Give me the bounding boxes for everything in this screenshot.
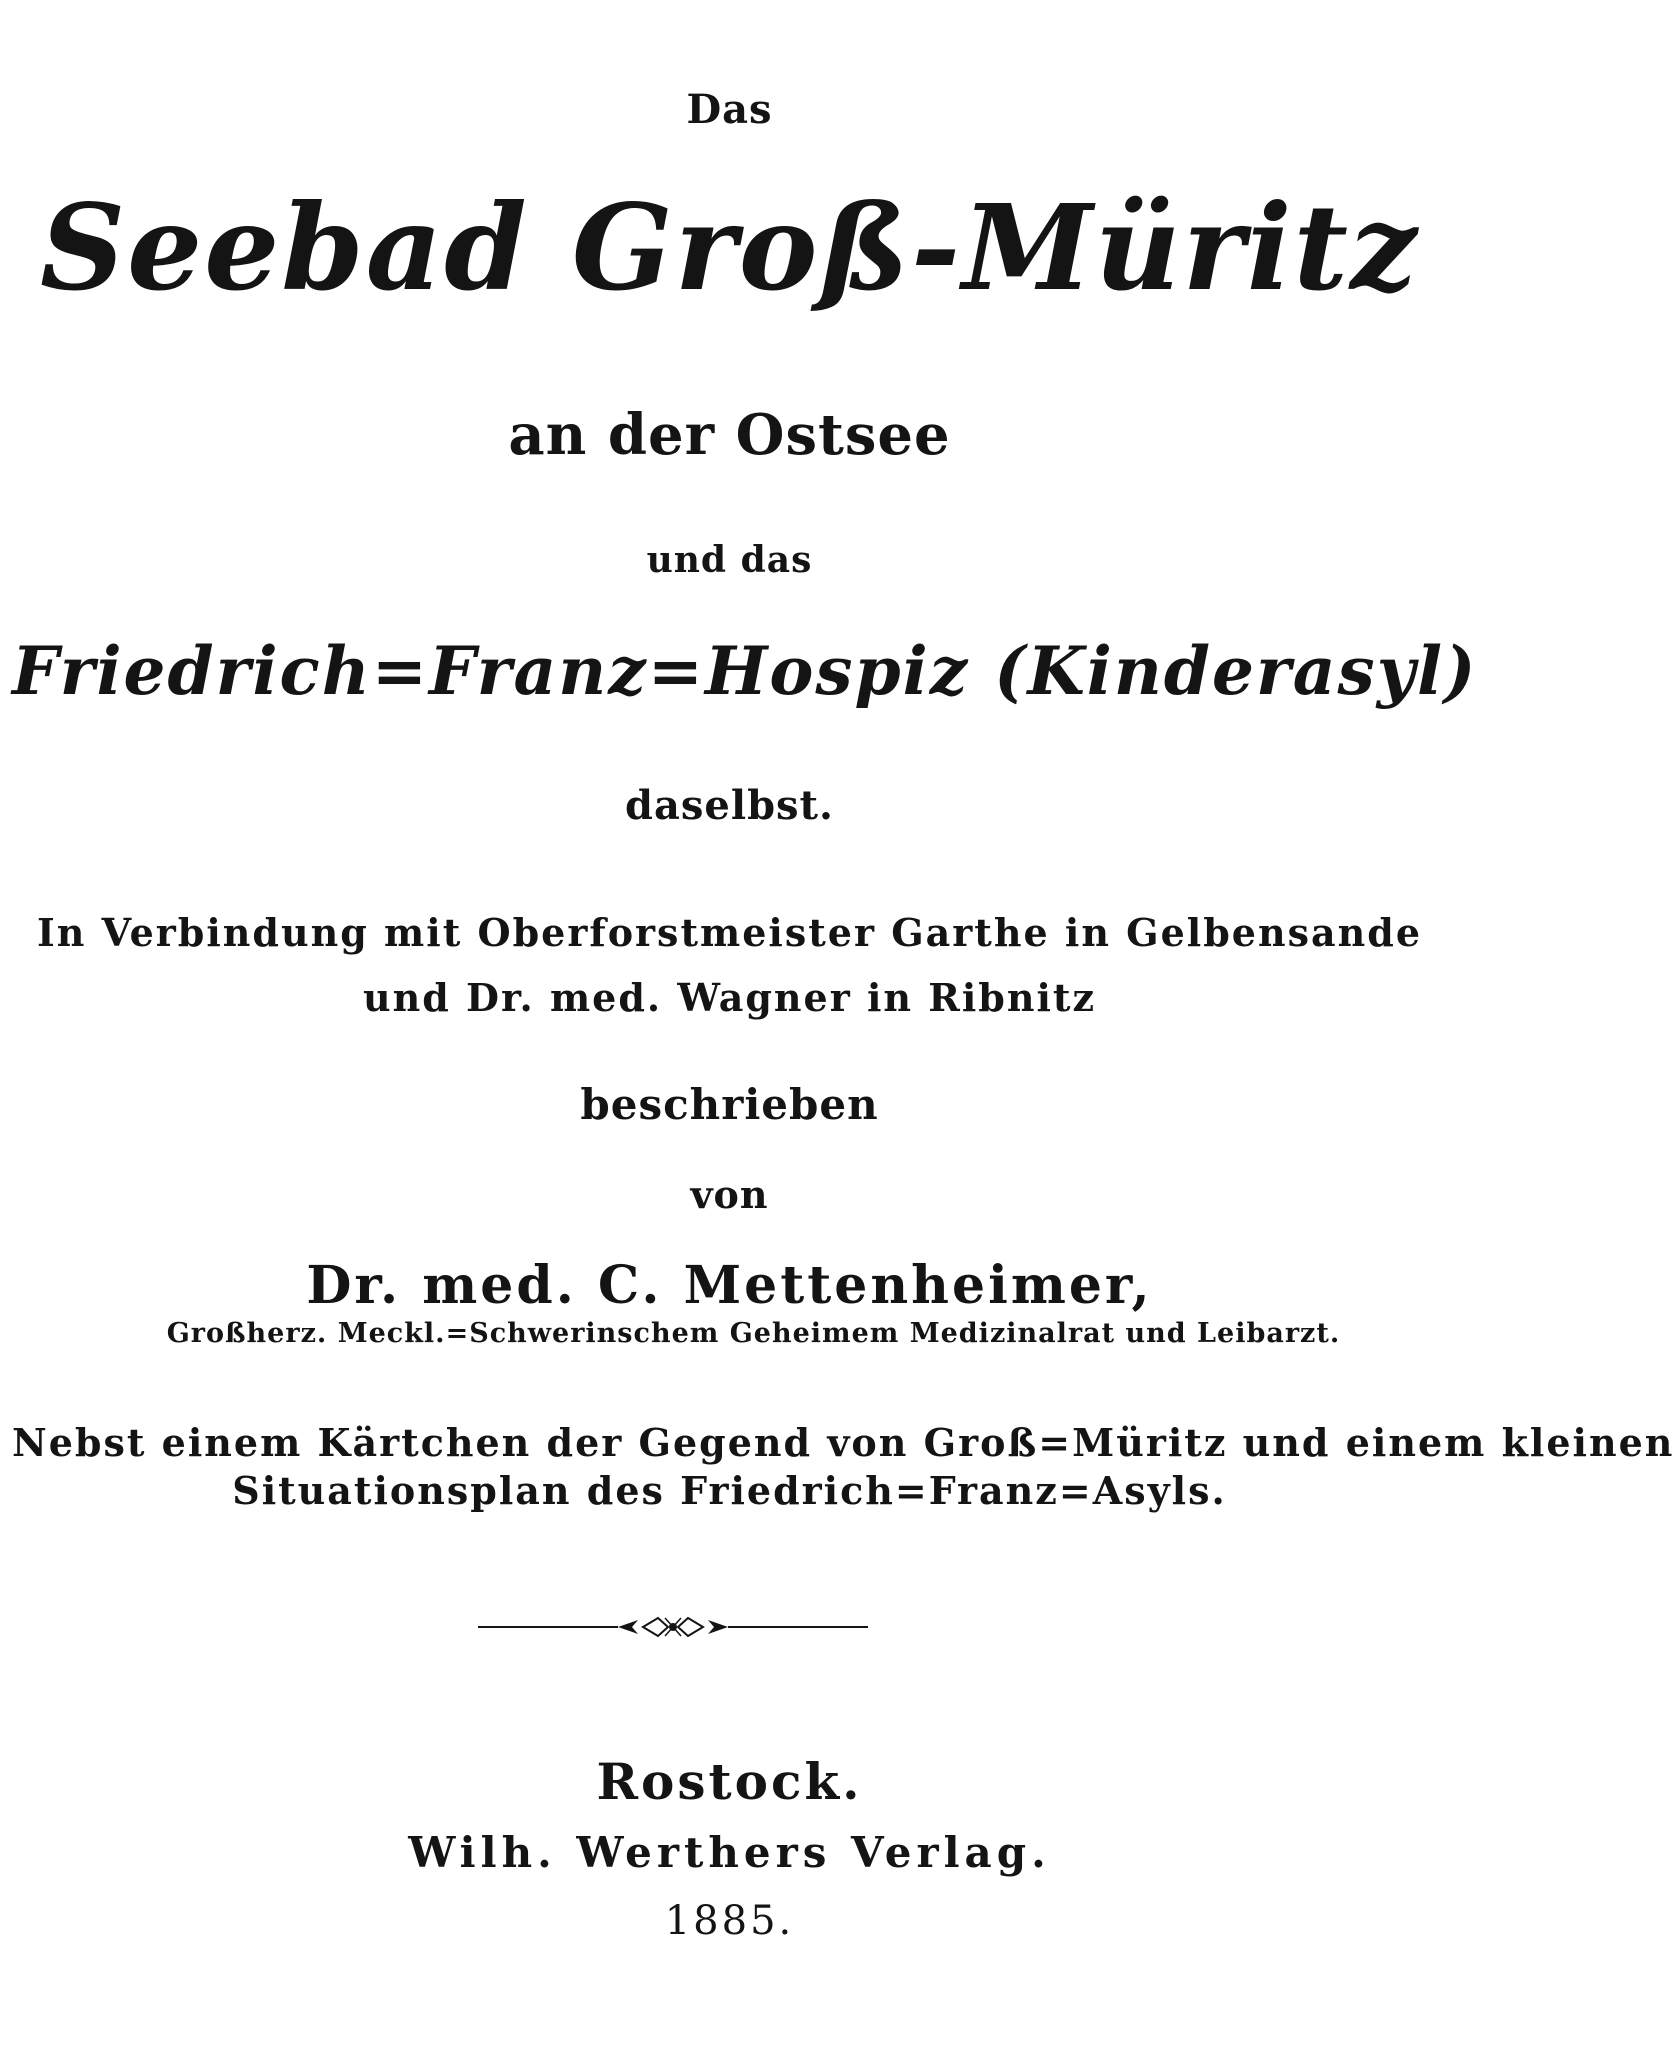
location-suffix: daselbst. (625, 782, 834, 829)
described-text: beschrieben (580, 1080, 879, 1129)
supplement-line-2: Situationsplan des Friedrich=Franz=Asyls. (232, 1468, 1227, 1513)
collaboration-line-2: und Dr. med. Wagner in Ribnitz (362, 975, 1097, 1020)
publication-place: Rostock. (596, 1752, 863, 1811)
supplement-line-1: Nebst einem Kärtchen der Gegend von Groß=Müritz und einem kleinen (12, 1420, 1674, 1465)
collaboration-line-1: In Verbindung mit Oberforstmeister Garthe in Gelbensande (36, 910, 1423, 955)
subtitle-location: an der Ostsee (508, 402, 951, 468)
publication-year: 1885. (664, 1898, 795, 1944)
ornament-divider (478, 1612, 868, 1642)
subtitle-institution: Friedrich=Franz=Hospiz (Kinderasyl) (12, 632, 1478, 710)
by-text: von (690, 1172, 769, 1217)
publisher-name: Wilh. Werthers Verlag. (408, 1828, 1051, 1877)
author-title: Großherz. Meckl.=Schwerinschem Geheimem Medizinalrat und Leibarzt. (166, 1318, 1341, 1349)
author-name: Dr. med. C. Mettenheimer, (306, 1255, 1153, 1316)
page-title: Seebad Groß-Müritz (39, 178, 1420, 317)
intro-text: Das (686, 86, 773, 133)
conjunction-text: und das (646, 539, 813, 581)
